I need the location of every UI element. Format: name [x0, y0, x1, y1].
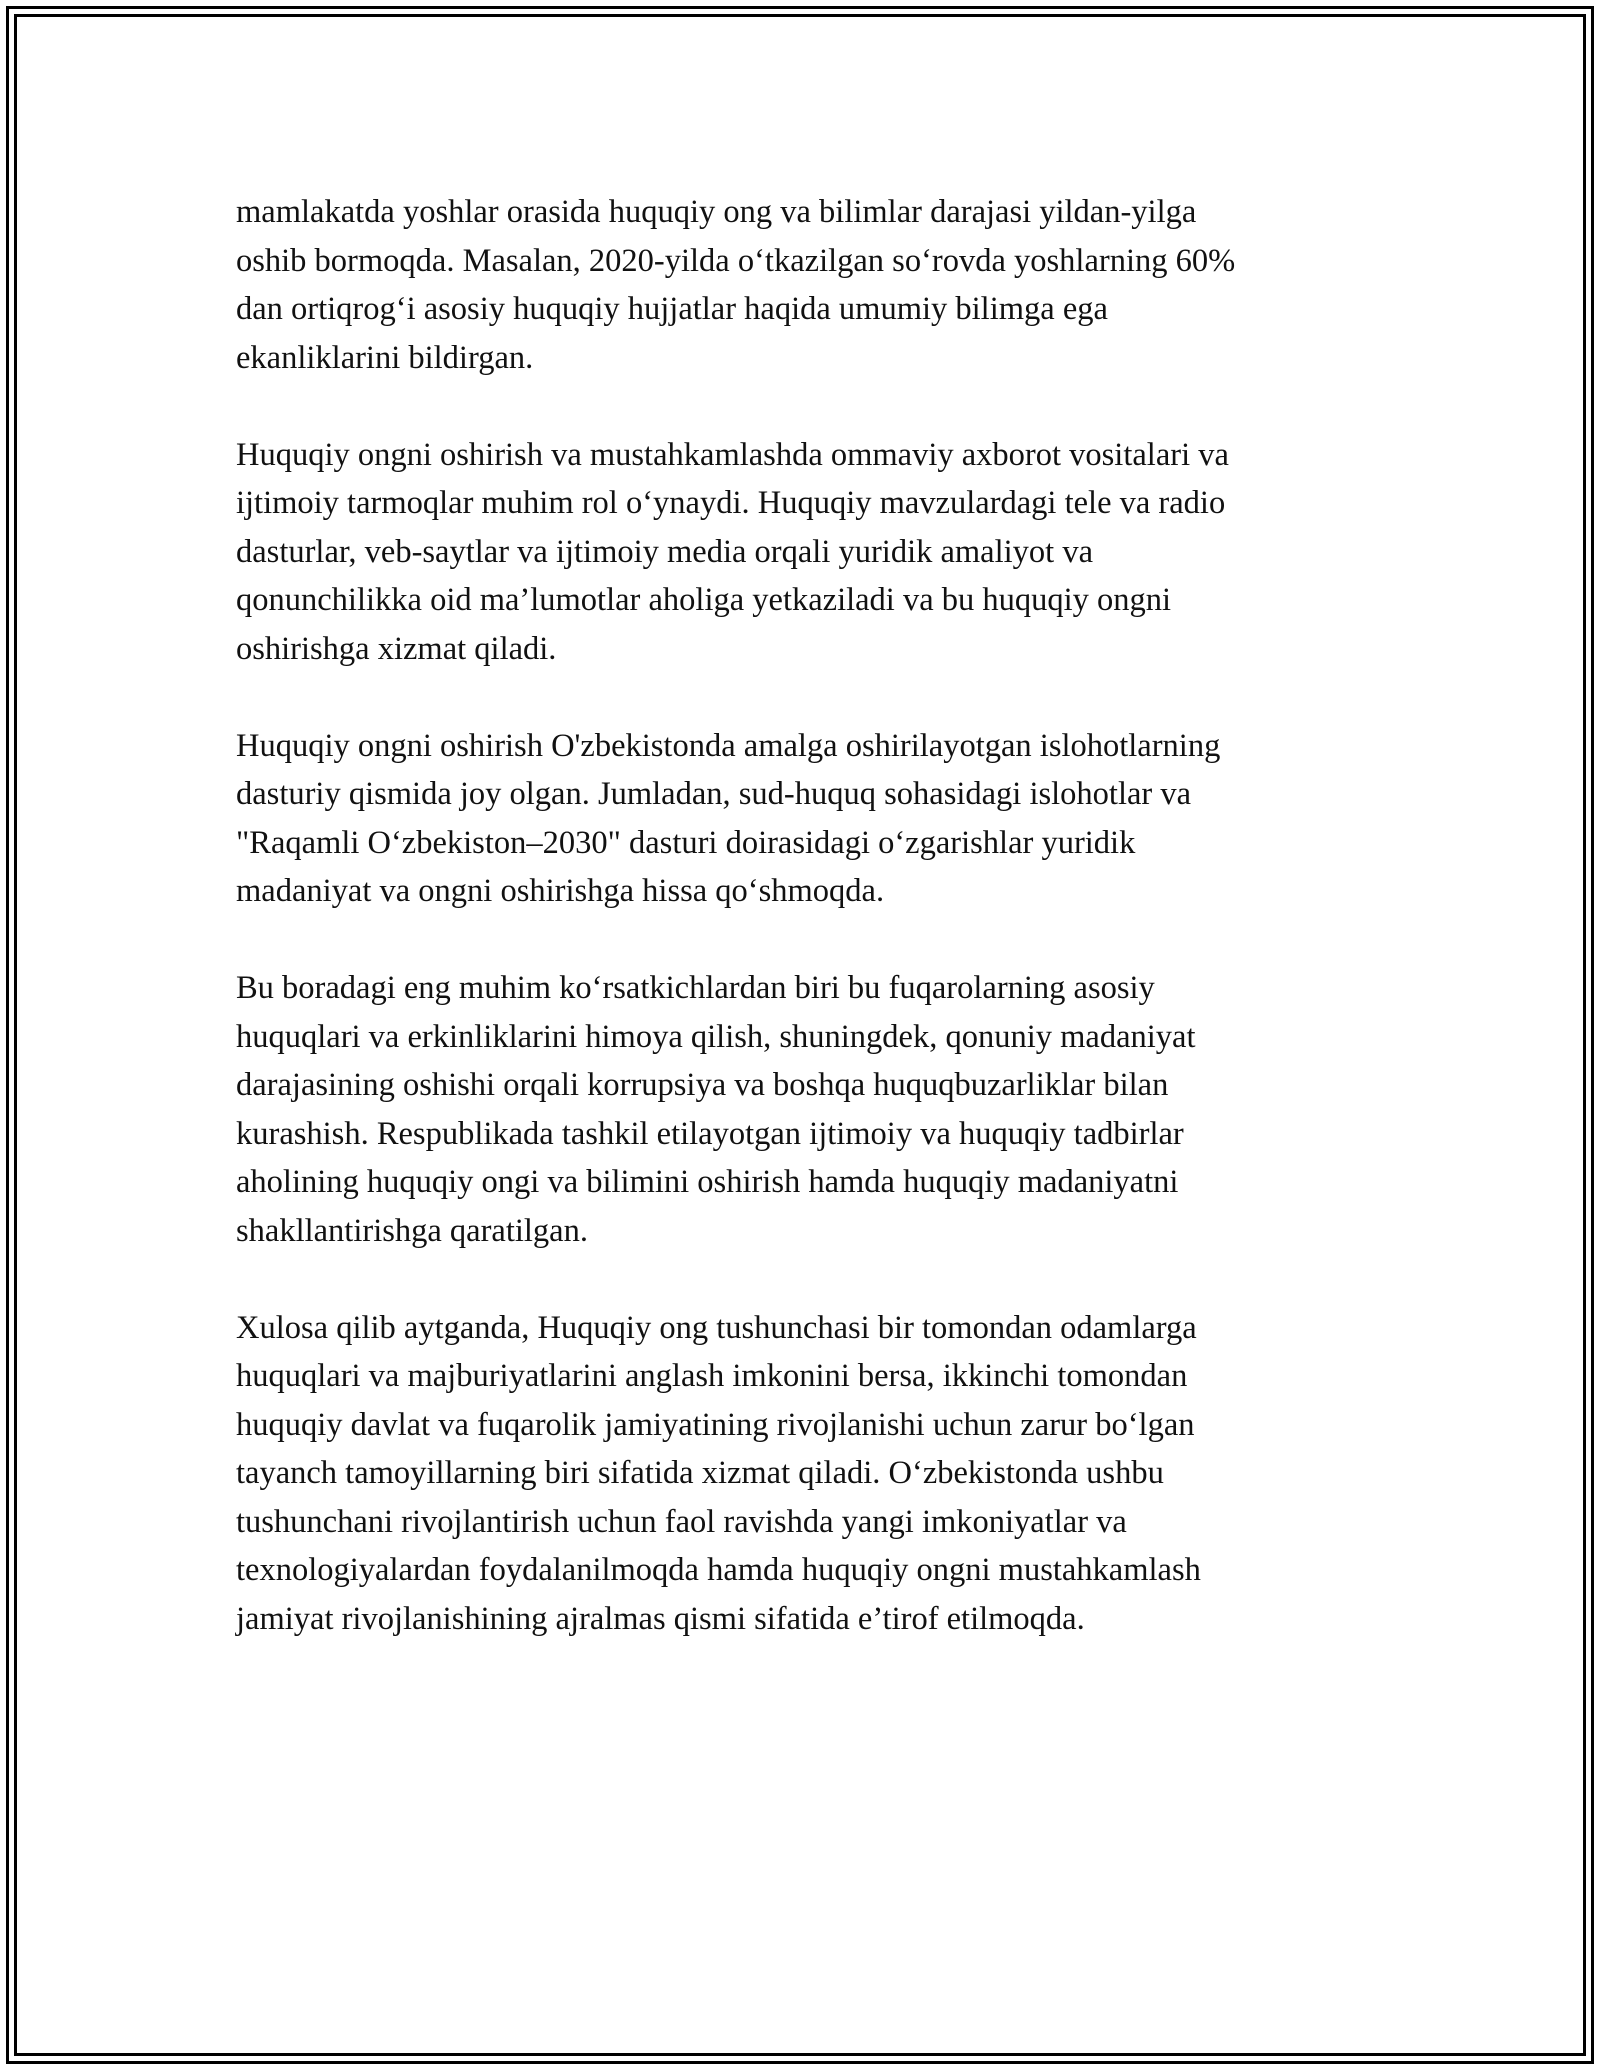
text-line: aholining huquqiy ongi va bilimini oshirish hamda huquqiy madaniyatni	[236, 1164, 1179, 1200]
paragraph-conclusion	[236, 1304, 1376, 1644]
text-line: Xulosa qilib aytganda, Huquqiy ong tushunchasi bir tomondan odamlarga	[236, 1309, 1197, 1346]
text-line: mamlakatda yoshlar orasida huquqiy ong va bilimlar darajasi yildan-yilga	[236, 194, 1197, 230]
paragraph-reforms	[236, 722, 1376, 916]
text-line: darajasining oshishi orqali korrupsiya va boshqa huquqbuzarliklar bilan	[236, 1067, 1169, 1103]
text-line: huquqiy davlat va fuqarolik jamiyatining rivojlanishi uchun zarur bo‘lgan	[236, 1406, 1195, 1443]
text-line: huquqlari va majburiyatlarini anglash imkonini bersa, ikkinchi tomondan	[236, 1358, 1188, 1394]
text-line: huquqlari va erkinliklarini himoya qilish, shuningdek, qonuniy madaniyat	[236, 1018, 1196, 1055]
text-line: jamiyat rivojlanishining ajralmas qismi sifatida e’tirof etilmoqda.	[236, 1600, 1085, 1637]
text-line: ekanliklarini bildirgan.	[236, 339, 534, 376]
text-line: Huquqiy ongni oshirish O'zbekistonda amalga oshirilayotgan islohotlarning	[236, 727, 1221, 764]
paragraph-indicators	[236, 964, 1376, 1255]
text-line: Bu boradagi eng muhim ko‘rsatkichlardan biri bu fuqarolarning asosiy	[236, 970, 1155, 1006]
text-line: madaniyat va ongni oshirishga hissa qo‘shmoqda.	[236, 873, 885, 909]
text-line: "Raqamli O‘zbekiston–2030" dasturi doirasidagi o‘zgarishlar yuridik	[236, 824, 1136, 861]
text-line: oshirishga xizmat qiladi.	[236, 630, 557, 667]
text-line: texnologiyalardan foydalanilmoqda hamda huquqiy ongni mustahkamlash	[236, 1552, 1201, 1588]
text-line: Huquqiy ongni oshirish va mustahkamlashda ommaviy axborot vositalari va	[236, 436, 1229, 473]
text-line: tushunchani rivojlantirish uchun faol ravishda yangi imkoniyatlar va	[236, 1503, 1127, 1540]
paragraph-youth-legal-awareness	[236, 188, 1376, 382]
paragraph-mass-media	[236, 431, 1376, 674]
text-line: qonunchilikka oid ma’lumotlar aholiga yetkaziladi va bu huquqiy ongni	[236, 582, 1172, 618]
text-line: dasturlar, veb-saytlar va ijtimoiy media orqali yuridik amaliyot va	[236, 533, 1093, 570]
text-line: oshib bormoqda. Masalan, 2020-yilda o‘tkazilgan so‘rovda yoshlarning 60%	[236, 242, 1236, 279]
text-line: dan ortiqrog‘i asosiy huquqiy hujjatlar haqida umumiy bilimga ega	[236, 291, 1108, 327]
document-body	[236, 188, 1376, 1692]
text-line: dasturiy qismida joy olgan. Jumladan, sud-huquq sohasidagi islohotlar va	[236, 776, 1192, 812]
text-line: ijtimoiy tarmoqlar muhim rol o‘ynaydi. Huquqiy mavzulardagi tele va radio	[236, 485, 1226, 521]
text-line: kurashish. Respublikada tashkil etilayotgan ijtimoiy va huquqiy tadbirlar	[236, 1115, 1184, 1152]
text-line: shakllantirishga qaratilgan.	[236, 1212, 588, 1249]
text-line: tayanch tamoyillarning biri sifatida xizmat qiladi. O‘zbekistonda ushbu	[236, 1455, 1164, 1491]
